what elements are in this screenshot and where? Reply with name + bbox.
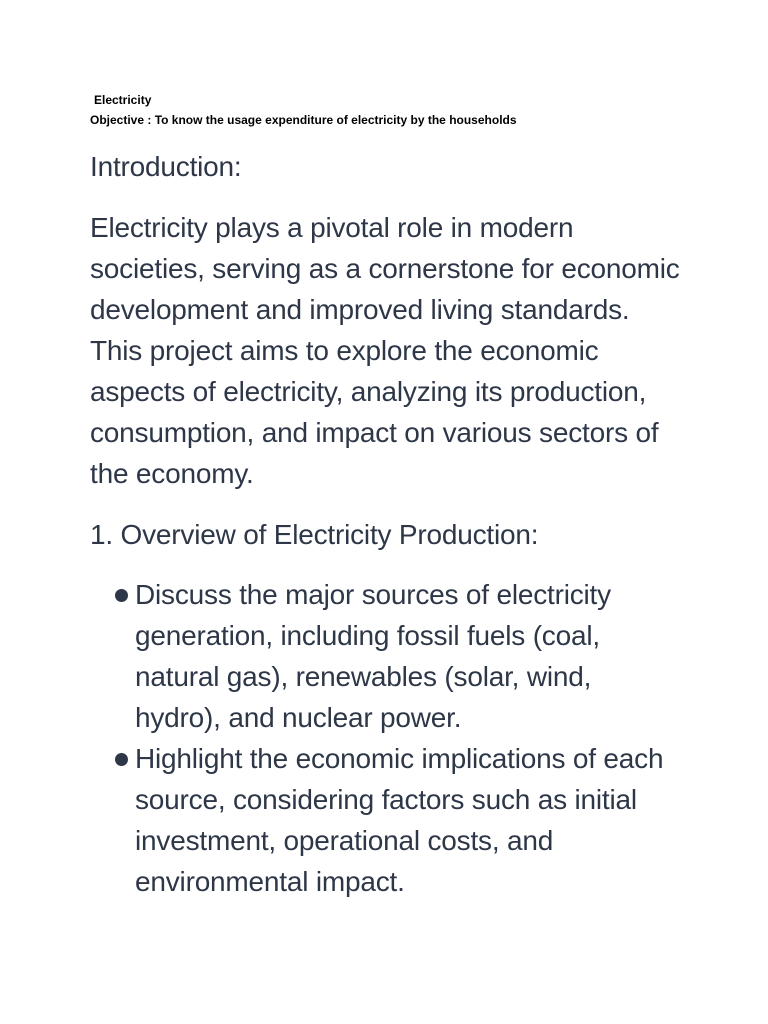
- list-item-text: Discuss the major sources of electricity generation, including fossil fuels (coal, natural gas), renewables (solar, wind, hydro), and nuclear power.: [135, 579, 611, 733]
- bullet-icon: [115, 589, 128, 602]
- bullet-icon: [115, 753, 128, 766]
- document-objective: Objective : To know the usage expenditure of electricity by the households: [90, 113, 517, 127]
- list-item-text: Highlight the economic implications of each source, considering factors such as initial investment, operational costs, and environmental impact.: [135, 743, 664, 897]
- introduction-paragraph: Electricity plays a pivotal role in modern societies, serving as a cornerstone for economic development and improved living standards. This project aims to explore the economic aspects of electricity, analyzing its production, consumption, and impact on various sectors of the economy.: [90, 212, 680, 489]
- bullet-list: [90, 574, 690, 902]
- list-item: [90, 738, 675, 902]
- list-item: [90, 574, 675, 738]
- document-title: Electricity: [94, 93, 152, 107]
- section-heading: 1. Overview of Electricity Production:: [90, 519, 539, 550]
- introduction-heading: Introduction:: [90, 151, 242, 182]
